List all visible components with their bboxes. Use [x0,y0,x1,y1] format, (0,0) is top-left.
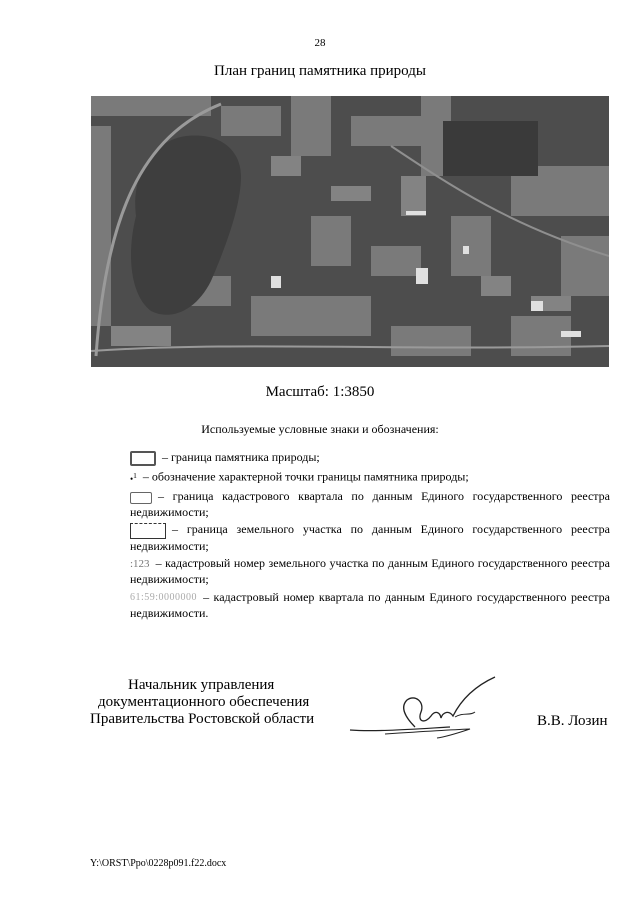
legend-item [90,522,610,554]
map-scale: Масштаб: 1:3850 [265,384,375,400]
point-marker-icon: •$^1$ [130,470,137,484]
legend-text: – кадастровый номер квартала по данным Единого государственного реестра недвижимости. [130,589,610,620]
cadastral-quarter-border-icon [130,492,152,504]
legend-title: Используемые условные знаки и обозначения: [201,422,439,436]
land-plot-number-icon: :123 [130,557,150,570]
legend-text: – граница памятника природы; [162,450,320,464]
signatory-line3: Правительства Ростовской области [90,711,315,727]
satellite-map-image [91,96,609,367]
page-number: 28 [314,37,326,49]
legend-item [90,556,610,588]
handwritten-signature [345,672,505,742]
land-plot-border-icon [130,523,166,539]
signatory-title [90,677,314,728]
legend-item [90,590,610,622]
satellite-map [91,96,609,367]
legend-text: – обозначение характерной точки границы памятника природы; [142,469,469,484]
legend-text: – граница земельного участка по данным Единого государственного реестра недвижимости; [130,522,610,553]
file-path: Y:\ORST\Ppo\0228p091.f22.docx [90,858,227,869]
point-marker-label: 1 [133,470,137,480]
border-box-icon [130,451,156,466]
legend-item [90,489,610,520]
signatory-line2: документационного обеспечения [98,694,310,710]
legend [90,450,610,623]
legend-item [90,450,610,466]
legend-text: – кадастровый номер земельного участка по данным Единого государственного реестра недвижимости; [130,556,610,586]
quarter-number-icon: 61:59:0000000 [130,592,198,603]
signatory-name: В.В. Лозин [537,713,608,729]
legend-item [90,468,610,488]
signatory-line1: Начальник управления [128,677,275,693]
legend-text: – граница кадастрового квартала по данным Единого государственного реестра недвижимости; [130,489,610,519]
document-title: План границ памятника природы [214,63,426,79]
